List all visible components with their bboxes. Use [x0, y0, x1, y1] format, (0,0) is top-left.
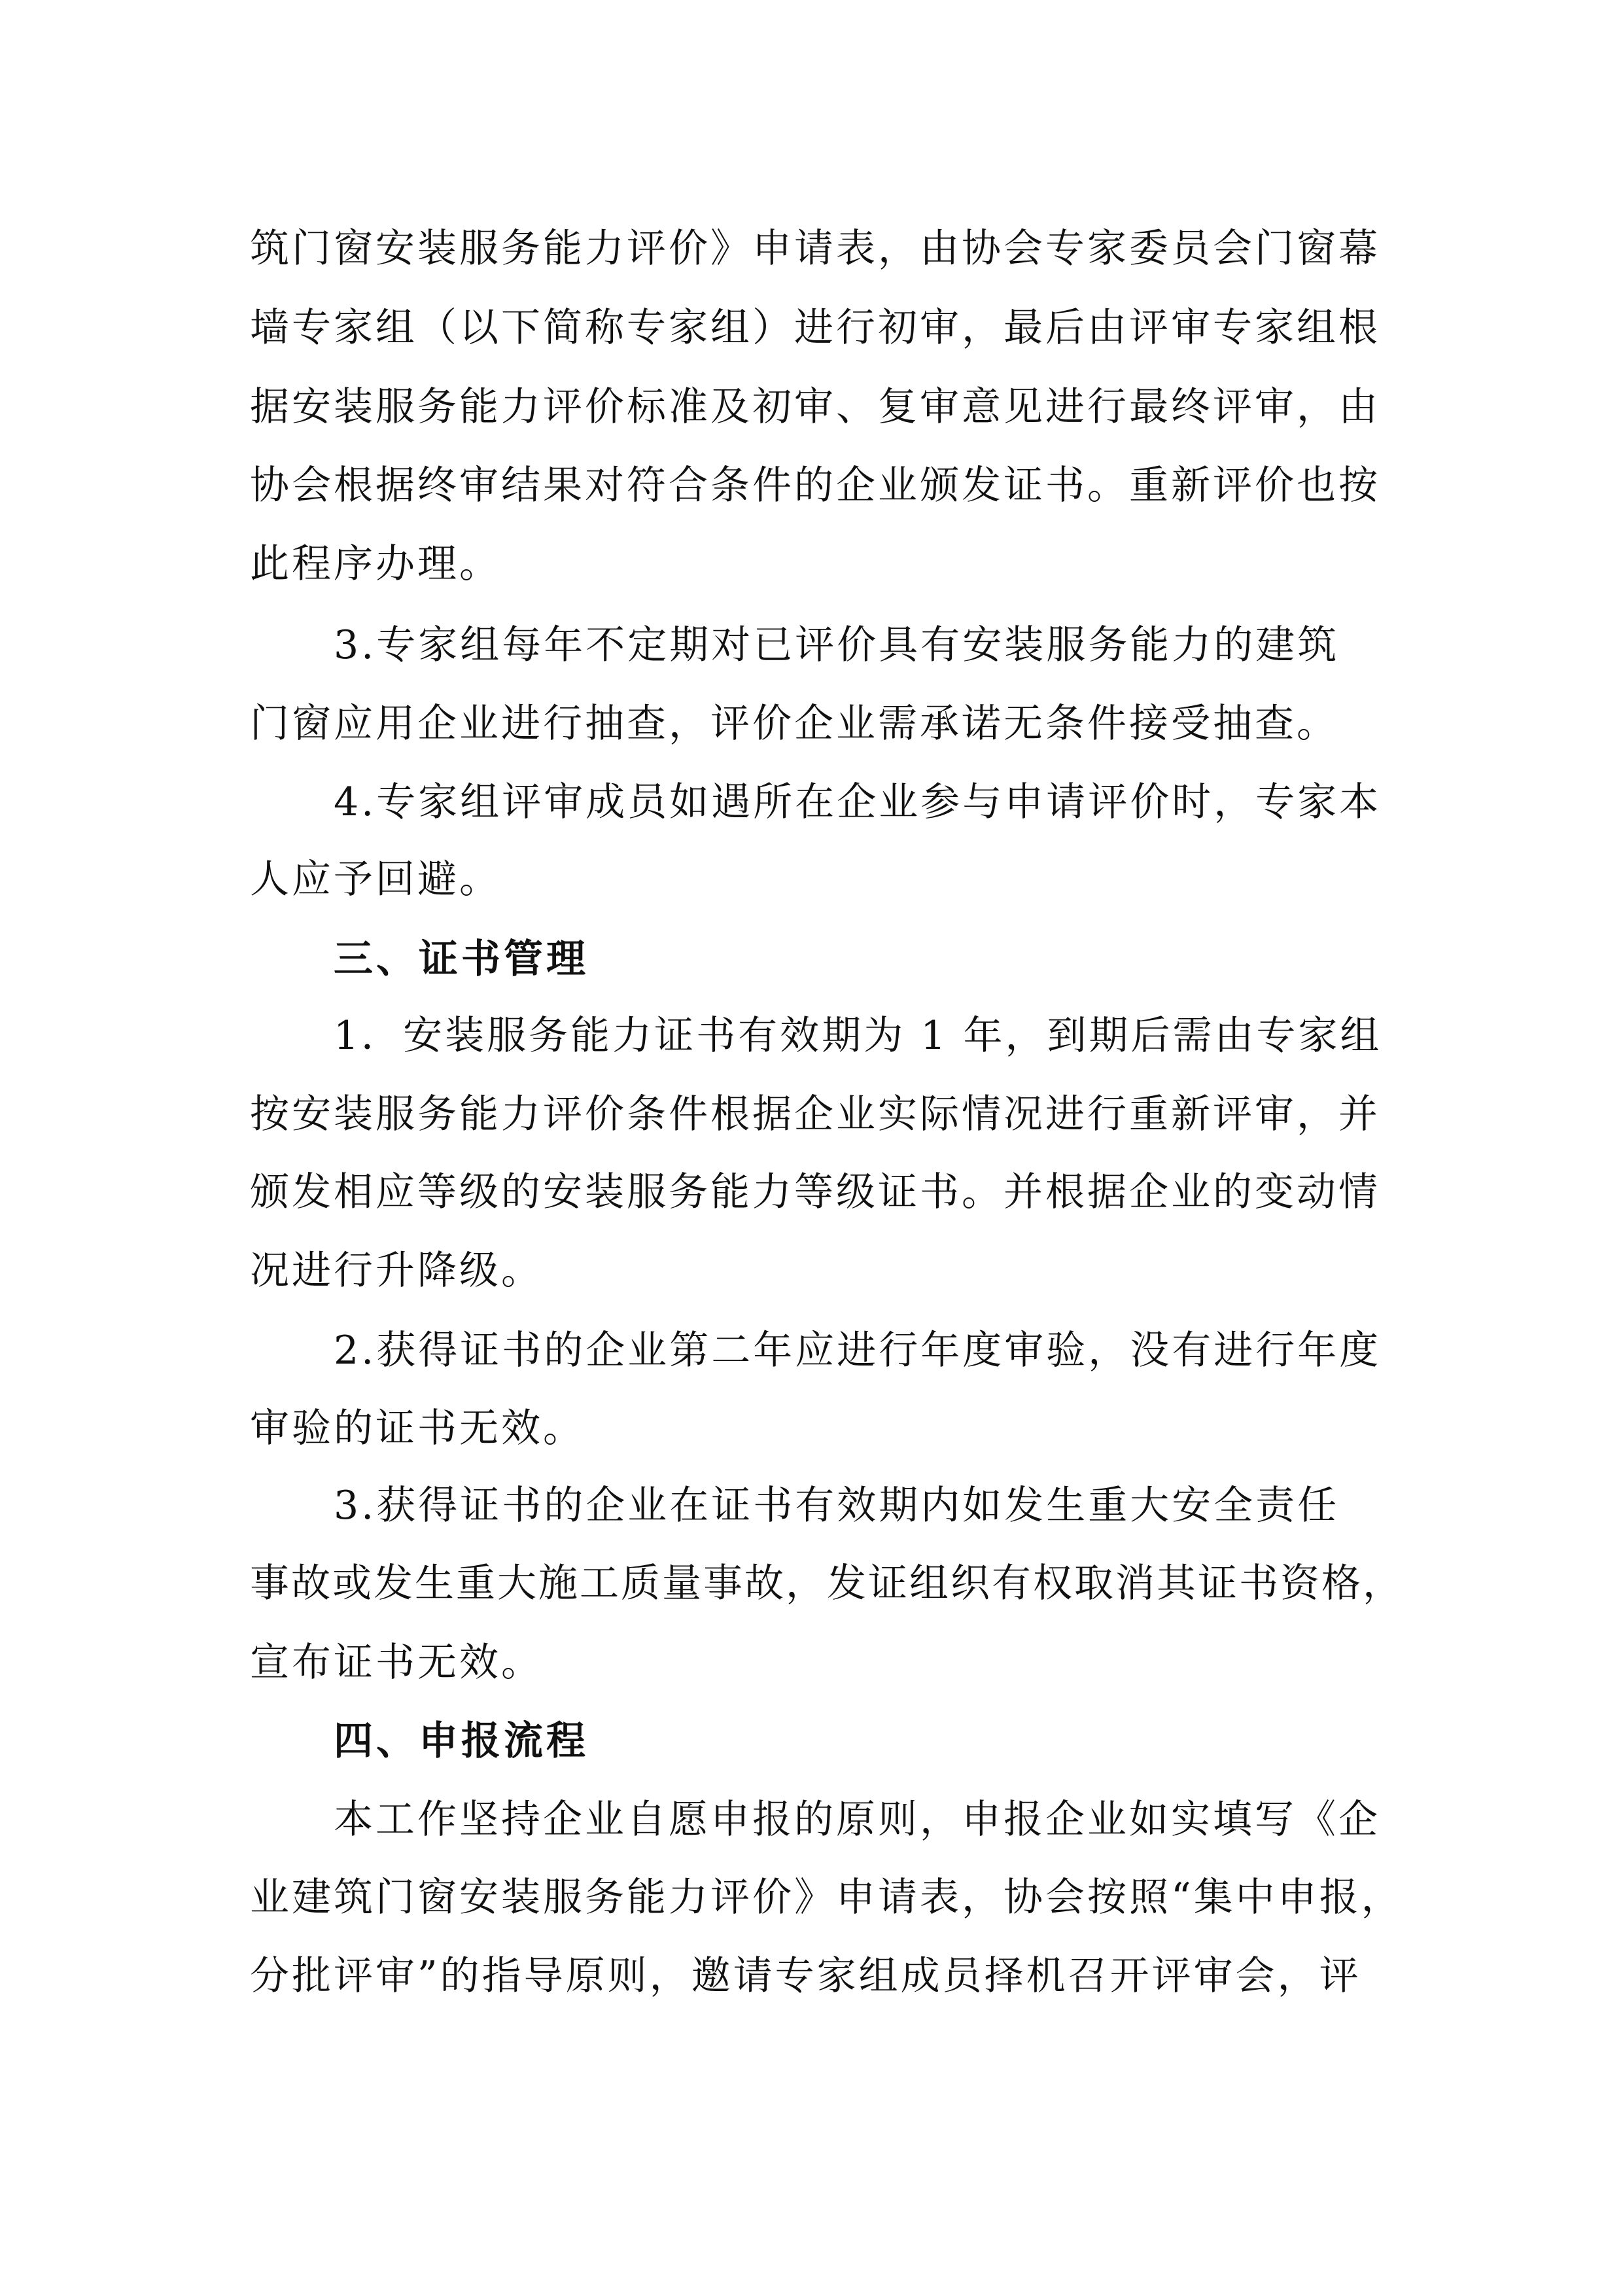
- text-line: 业建筑门窗安装服务能力评价》申请表，协会按照“集中申报，: [250, 1875, 1403, 1920]
- text-line: 审验的证书无效。: [250, 1405, 585, 1451]
- section-heading-application-process: 四、申报流程: [334, 1718, 589, 1764]
- paragraph-first-line: 1．安装服务能力证书有效期为 1 年，到期后需由专家组: [334, 1013, 1382, 1059]
- paragraph-first-line: 本工作坚持企业自愿申报的原则，申报企业如实填写《企: [334, 1797, 1380, 1843]
- text-line: 协会根据终审结果对符合条件的企业颁发证书。重新评价也按: [250, 463, 1380, 508]
- text-line: 筑门窗安装服务能力评价》申请表，由协会专家委员会门窗幕: [250, 226, 1380, 272]
- text-line: 况进行升降级。: [250, 1248, 543, 1294]
- text-line: 宣布证书无效。: [250, 1640, 543, 1686]
- text-line: 按安装服务能力评价条件根据企业实际情况进行重新评审，并: [250, 1091, 1380, 1137]
- section-heading-certificate-management: 三、证书管理: [334, 936, 589, 982]
- text-line: 事故或发生重大施工质量事故，发证组织有权取消其证书资格，: [250, 1561, 1404, 1606]
- paragraph-first-line: 2.获得证书的企业第二年应进行年度审验，没有进行年度: [334, 1328, 1382, 1373]
- text-line: 此程序办理。: [250, 541, 501, 587]
- text-line: 墙专家组（以下简称专家组）进行初审，最后由评审专家组根: [250, 305, 1380, 351]
- text-line: 门窗应用企业进行抽查，评价企业需承诺无条件接受抽查。: [250, 701, 1338, 747]
- paragraph-first-line: 4.专家组评审成员如遇所在企业参与申请评价时，专家本: [334, 779, 1382, 825]
- text-line: 据安装服务能力评价标准及初审、复审意见进行最终评审，由: [250, 384, 1380, 430]
- text-line: 分批评审”的指导原则，邀请专家组成员择机召开评审会，评: [250, 1953, 1361, 1999]
- text-line: 颁发相应等级的安装服务能力等级证书。并根据企业的变动情: [250, 1169, 1380, 1215]
- paragraph-first-line: 3.获得证书的企业在证书有效期内如发生重大安全责任: [334, 1483, 1340, 1528]
- paragraph-first-line: 3.专家组每年不定期对已评价具有安装服务能力的建筑: [334, 622, 1340, 668]
- text-line: 人应予回避。: [250, 857, 501, 902]
